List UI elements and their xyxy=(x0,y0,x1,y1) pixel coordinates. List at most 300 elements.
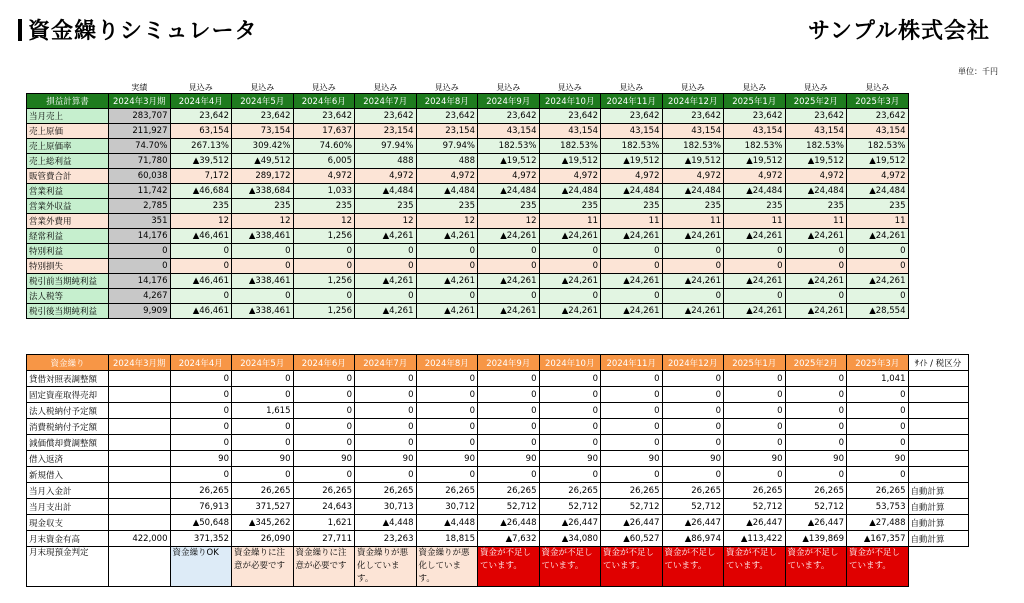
pl-cell: ▲24,261 xyxy=(847,274,909,289)
pl-cell: ▲24,484 xyxy=(847,184,909,199)
cf-cell: 1,621 xyxy=(293,515,355,531)
cf-cell: 371,527 xyxy=(232,499,294,515)
cf-cell: ▲7,632 xyxy=(478,531,540,547)
cf-judge-cell: 資金が不足しています。 xyxy=(724,547,786,587)
cf-cell: 0 xyxy=(478,467,540,483)
pl-cell: 0 xyxy=(170,259,232,274)
cf-cell: ▲26,447 xyxy=(662,515,724,531)
cf-cell: 26,265 xyxy=(724,483,786,499)
pl-top-label: 見込み xyxy=(680,83,705,92)
cf-cell: 0 xyxy=(847,419,909,435)
cf-corner-label: 資金繰り xyxy=(27,355,109,371)
cf-row xyxy=(27,403,969,419)
pl-cell: 17,637 xyxy=(293,124,355,139)
pl-cell: 0 xyxy=(724,244,786,259)
pl-cell: 43,154 xyxy=(478,124,540,139)
cf-cell: 0 xyxy=(662,403,724,419)
cf-cell: ▲4,448 xyxy=(416,515,478,531)
pl-cell: 0 xyxy=(539,289,601,304)
cf-row-label: 借入返済 xyxy=(27,451,109,467)
cf-judge-row xyxy=(27,547,969,587)
pl-cell: 11,742 xyxy=(109,184,171,199)
pl-row-label: 営業利益 xyxy=(27,184,109,199)
cf-row xyxy=(27,371,969,387)
pl-cell: 11 xyxy=(601,214,663,229)
cf-cell: ▲113,422 xyxy=(724,531,786,547)
cf-cell: 0 xyxy=(724,435,786,451)
pl-top-label: 見込み xyxy=(373,83,398,92)
pl-row-label: 営業外収益 xyxy=(27,199,109,214)
cf-note-cell xyxy=(908,467,968,483)
pl-cell: 0 xyxy=(539,259,601,274)
pl-cell: 0 xyxy=(232,244,294,259)
pl-cell: 0 xyxy=(847,289,909,304)
pl-cell: ▲19,512 xyxy=(539,154,601,169)
cf-period-header: 2024年5月 xyxy=(232,355,294,371)
pl-cell: 11 xyxy=(539,214,601,229)
cf-cell: ▲139,869 xyxy=(785,531,847,547)
cf-cell: 0 xyxy=(170,467,232,483)
cf-cell: 0 xyxy=(601,467,663,483)
cf-cell xyxy=(109,467,171,483)
pl-cell: ▲338,461 xyxy=(232,229,294,244)
cf-row xyxy=(27,499,969,515)
cf-cell: 26,265 xyxy=(232,483,294,499)
pl-period-header: 2025年1月 xyxy=(724,94,786,109)
cf-note-cell xyxy=(908,435,968,451)
pl-cell: 0 xyxy=(232,259,294,274)
pl-top-label: 見込み xyxy=(311,83,336,92)
cf-period-header: 2024年12月 xyxy=(662,355,724,371)
cf-cell: 0 xyxy=(724,419,786,435)
pl-row-label: 売上原価率 xyxy=(27,139,109,154)
page-title-text: 資金繰りシミュレータ xyxy=(28,19,258,44)
pl-cell: ▲24,261 xyxy=(785,304,847,319)
cf-cell: 0 xyxy=(847,403,909,419)
cf-cell: 0 xyxy=(416,435,478,451)
pl-cell: ▲24,261 xyxy=(539,274,601,289)
pl-cell: 23,642 xyxy=(232,109,294,124)
cf-cell: 0 xyxy=(170,435,232,451)
pl-cell: 4,972 xyxy=(293,169,355,184)
cf-cell: 90 xyxy=(847,451,909,467)
pl-cell: 23,642 xyxy=(293,109,355,124)
pl-cell: ▲19,512 xyxy=(724,154,786,169)
cf-cell: 90 xyxy=(170,451,232,467)
cf-cell: 26,265 xyxy=(355,483,417,499)
pl-period-header: 2024年4月 xyxy=(170,94,232,109)
cf-cell: 1,615 xyxy=(232,403,294,419)
pl-cell: 23,642 xyxy=(355,109,417,124)
pl-row-label: 税引前当期純利益 xyxy=(27,274,109,289)
cf-period-header: 2024年7月 xyxy=(355,355,417,371)
pl-top-label: 見込み xyxy=(803,83,828,92)
pl-cell: 4,972 xyxy=(662,169,724,184)
cf-judge-cell: 資金繰りが悪化しています。 xyxy=(355,547,417,587)
cf-cell: 0 xyxy=(232,419,294,435)
cf-cell: 52,712 xyxy=(785,499,847,515)
pl-cell: ▲24,261 xyxy=(662,304,724,319)
pl-period-header: 2024年5月 xyxy=(232,94,294,109)
pl-cell: 235 xyxy=(724,199,786,214)
pl-row xyxy=(27,124,909,139)
pl-cell: 43,154 xyxy=(662,124,724,139)
pl-cell: 0 xyxy=(355,259,417,274)
pl-cell: 235 xyxy=(847,199,909,214)
pl-cell: 73,154 xyxy=(232,124,294,139)
cf-cell xyxy=(109,371,171,387)
cf-row-label: 消費税納付予定額 xyxy=(27,419,109,435)
cf-cell: 0 xyxy=(170,387,232,403)
cf-cell: 0 xyxy=(724,387,786,403)
pl-row-label: 特別利益 xyxy=(27,244,109,259)
pl-cell: 1,256 xyxy=(293,229,355,244)
pl-cell: 43,154 xyxy=(785,124,847,139)
cf-cell: ▲86,974 xyxy=(662,531,724,547)
pl-cell: ▲4,261 xyxy=(416,229,478,244)
pl-cell: 23,642 xyxy=(662,109,724,124)
pl-top-label: 見込み xyxy=(557,83,582,92)
cf-judge-cell: 資金繰りに注意が必要です xyxy=(232,547,294,587)
pl-period-header: 2025年3月 xyxy=(847,94,909,109)
cf-cell: 90 xyxy=(785,451,847,467)
pl-cell: ▲19,512 xyxy=(847,154,909,169)
pl-cell: ▲24,261 xyxy=(539,229,601,244)
pl-cell: 4,267 xyxy=(109,289,171,304)
pl-cell: 12 xyxy=(293,214,355,229)
pl-cell: 0 xyxy=(785,289,847,304)
pl-cell: ▲24,261 xyxy=(724,274,786,289)
pl-cell: 0 xyxy=(416,244,478,259)
cf-cell: 0 xyxy=(355,387,417,403)
cf-cell: ▲34,080 xyxy=(539,531,601,547)
cf-cell: 53,753 xyxy=(847,499,909,515)
pl-cell: 43,154 xyxy=(601,124,663,139)
pl-row xyxy=(27,259,909,274)
pl-cell: ▲338,461 xyxy=(232,274,294,289)
cf-cell: ▲26,447 xyxy=(785,515,847,531)
pl-cell: 12 xyxy=(416,214,478,229)
pl-row xyxy=(27,199,909,214)
cf-note-cell xyxy=(908,403,968,419)
pl-cell: 23,154 xyxy=(355,124,417,139)
pl-cell: 309.42% xyxy=(232,139,294,154)
cf-cell: 26,265 xyxy=(785,483,847,499)
pl-top-label: 見込み xyxy=(865,83,890,92)
cf-cell: 0 xyxy=(170,371,232,387)
pl-cell: 23,642 xyxy=(724,109,786,124)
cf-judge-empty xyxy=(109,547,171,587)
pl-row xyxy=(27,244,909,259)
cf-period-header: 2025年3月 xyxy=(847,355,909,371)
pl-cell: ▲4,261 xyxy=(355,304,417,319)
cf-cell: 0 xyxy=(601,435,663,451)
cf-cell: 0 xyxy=(724,467,786,483)
pl-cell: ▲4,261 xyxy=(416,274,478,289)
pl-cell: 43,154 xyxy=(539,124,601,139)
pl-top-label: 実績 xyxy=(131,83,148,92)
pl-row-label: 経常利益 xyxy=(27,229,109,244)
pl-period-header: 2024年7月 xyxy=(355,94,417,109)
pl-cell: ▲19,512 xyxy=(785,154,847,169)
pl-cell: 0 xyxy=(601,244,663,259)
pl-top-label-empty xyxy=(27,82,109,94)
pl-row xyxy=(27,214,909,229)
pl-cell: 0 xyxy=(785,259,847,274)
pl-cell: 0 xyxy=(601,259,663,274)
pl-cell: ▲24,261 xyxy=(478,274,540,289)
pl-cell: 11 xyxy=(724,214,786,229)
pl-cell: 182.53% xyxy=(539,139,601,154)
pl-cell: 97.94% xyxy=(355,139,417,154)
cf-cell: 0 xyxy=(478,387,540,403)
cf-cell: 0 xyxy=(662,371,724,387)
pl-cell: 235 xyxy=(662,199,724,214)
page-title xyxy=(18,14,258,45)
pl-cell: 0 xyxy=(109,244,171,259)
cf-row-label: 月末資金有高 xyxy=(27,531,109,547)
cf-cell: 0 xyxy=(170,403,232,419)
pl-cell: 4,972 xyxy=(601,169,663,184)
pl-period-header: 2024年6月 xyxy=(293,94,355,109)
pl-cell: 235 xyxy=(232,199,294,214)
pl-cell: 23,642 xyxy=(478,109,540,124)
pl-cell: 11 xyxy=(785,214,847,229)
cf-cell: 52,712 xyxy=(478,499,540,515)
cf-cell: ▲26,448 xyxy=(478,515,540,531)
pl-cell: 0 xyxy=(416,259,478,274)
cf-cell: 0 xyxy=(355,419,417,435)
cf-cell: 0 xyxy=(662,387,724,403)
pl-cell: 74.60% xyxy=(293,139,355,154)
cf-row-label: 減価償却費調整額 xyxy=(27,435,109,451)
cf-cell: 26,090 xyxy=(232,531,294,547)
pl-cell: 6,005 xyxy=(293,154,355,169)
pl-cell: 235 xyxy=(478,199,540,214)
cf-cell: 0 xyxy=(662,419,724,435)
cf-cell: ▲26,447 xyxy=(539,515,601,531)
cf-cell: 0 xyxy=(539,387,601,403)
cf-cell: 90 xyxy=(478,451,540,467)
pl-cell: 97.94% xyxy=(416,139,478,154)
cf-cell: 26,265 xyxy=(170,483,232,499)
cf-cell: 0 xyxy=(416,467,478,483)
cf-cell: 0 xyxy=(601,419,663,435)
cashflow-table xyxy=(26,354,969,587)
pl-cell: 9,909 xyxy=(109,304,171,319)
cf-cell: 30,713 xyxy=(355,499,417,515)
pl-cell: 11 xyxy=(662,214,724,229)
cf-cell: 90 xyxy=(355,451,417,467)
cf-period-header: 2024年6月 xyxy=(293,355,355,371)
pl-cell: 182.53% xyxy=(785,139,847,154)
pl-cell: 7,172 xyxy=(170,169,232,184)
pl-cell: 43,154 xyxy=(724,124,786,139)
cf-cell: 0 xyxy=(539,403,601,419)
pl-period-header: 2024年8月 xyxy=(416,94,478,109)
cf-note-cell xyxy=(908,387,968,403)
cf-note-cell xyxy=(908,451,968,467)
pl-cell: 267.13% xyxy=(170,139,232,154)
pl-cell: 0 xyxy=(724,289,786,304)
pl-cell: ▲46,461 xyxy=(170,274,232,289)
cf-judge-cell: 資金が不足しています。 xyxy=(785,547,847,587)
pl-row-label: 売上総利益 xyxy=(27,154,109,169)
pl-cell: 1,256 xyxy=(293,304,355,319)
pl-cell: 211,927 xyxy=(109,124,171,139)
cf-cell: 90 xyxy=(601,451,663,467)
cf-judge-label: 月末現預金判定 xyxy=(27,547,109,587)
cf-cell: 52,712 xyxy=(601,499,663,515)
cf-cell: 26,265 xyxy=(601,483,663,499)
title-bar xyxy=(18,19,22,41)
pl-cell: ▲19,512 xyxy=(601,154,663,169)
cf-cell: 26,265 xyxy=(662,483,724,499)
cf-cell: 0 xyxy=(539,371,601,387)
pl-cell: 23,642 xyxy=(539,109,601,124)
pl-cell: 12 xyxy=(232,214,294,229)
cf-cell: 0 xyxy=(293,467,355,483)
cf-row-label: 当月入金計 xyxy=(27,483,109,499)
cf-cell: 0 xyxy=(293,371,355,387)
cf-cell: 0 xyxy=(170,419,232,435)
cf-cell: 0 xyxy=(539,419,601,435)
cf-cell: 0 xyxy=(601,371,663,387)
cf-cell xyxy=(109,403,171,419)
cf-cell: ▲26,447 xyxy=(724,515,786,531)
pl-top-label: 見込み xyxy=(742,83,767,92)
pl-cell: ▲4,261 xyxy=(355,229,417,244)
pl-cell: 0 xyxy=(293,289,355,304)
pl-cell: 235 xyxy=(601,199,663,214)
pl-row xyxy=(27,229,909,244)
cf-cell: 0 xyxy=(847,435,909,451)
company-name: サンプル株式会社 xyxy=(807,19,990,44)
cf-cell: 0 xyxy=(785,387,847,403)
pl-cell: 0 xyxy=(170,244,232,259)
cf-note-cell: 自動計算 xyxy=(908,483,968,499)
cf-cell: ▲26,447 xyxy=(601,515,663,531)
pl-cell: 0 xyxy=(355,244,417,259)
cf-judge-cell: 資金が不足しています。 xyxy=(539,547,601,587)
pl-cell: 0 xyxy=(478,259,540,274)
pl-row xyxy=(27,289,909,304)
pl-cell: ▲24,261 xyxy=(847,229,909,244)
cf-cell: 0 xyxy=(785,467,847,483)
pl-cell: ▲46,461 xyxy=(170,229,232,244)
pl-row xyxy=(27,169,909,184)
cf-cell: 0 xyxy=(662,467,724,483)
pl-cell: 0 xyxy=(847,244,909,259)
pl-cell: ▲24,484 xyxy=(478,184,540,199)
cf-cell: 0 xyxy=(785,371,847,387)
cf-cell: 27,711 xyxy=(293,531,355,547)
cf-cell: ▲4,448 xyxy=(355,515,417,531)
pl-row-label: 売上原価 xyxy=(27,124,109,139)
cf-cell: 0 xyxy=(416,419,478,435)
pl-cell: ▲4,484 xyxy=(355,184,417,199)
pl-cell: ▲24,484 xyxy=(539,184,601,199)
cf-period-header: 2024年3月期 xyxy=(109,355,171,371)
pl-cell: ▲24,261 xyxy=(478,304,540,319)
pl-cell: 23,642 xyxy=(601,109,663,124)
pl-top-label: 見込み xyxy=(188,83,213,92)
cf-cell: 30,712 xyxy=(416,499,478,515)
cf-note-cell: 自動計算 xyxy=(908,499,968,515)
pl-top-label: 見込み xyxy=(496,83,521,92)
pl-period-header: 2024年9月 xyxy=(478,94,540,109)
cf-cell xyxy=(109,419,171,435)
cf-cell: 90 xyxy=(416,451,478,467)
cf-cell: 0 xyxy=(232,371,294,387)
pl-cell: ▲24,261 xyxy=(785,274,847,289)
pl-cell: ▲24,261 xyxy=(662,274,724,289)
cf-period-header: 2024年8月 xyxy=(416,355,478,371)
pl-cell: ▲24,261 xyxy=(724,304,786,319)
pl-cell: 23,154 xyxy=(416,124,478,139)
cf-row-label: 固定資産取得売却 xyxy=(27,387,109,403)
cf-judge-note-empty xyxy=(908,547,968,587)
cf-cell: 0 xyxy=(785,419,847,435)
pl-cell: 4,972 xyxy=(355,169,417,184)
cf-judge-cell: 資金が不足しています。 xyxy=(478,547,540,587)
pl-row-label: 特別損失 xyxy=(27,259,109,274)
cf-cell: 23,263 xyxy=(355,531,417,547)
cf-cell: ▲345,262 xyxy=(232,515,294,531)
pl-cell: 23,642 xyxy=(416,109,478,124)
cf-header-row xyxy=(27,355,969,371)
cf-cell: 0 xyxy=(355,371,417,387)
cf-row-label: 法人税納付予定額 xyxy=(27,403,109,419)
pl-cell: 0 xyxy=(170,289,232,304)
pl-top-label: 見込み xyxy=(434,83,459,92)
pl-cell: 74.70% xyxy=(109,139,171,154)
pl-cell: 235 xyxy=(416,199,478,214)
cf-cell: 422,000 xyxy=(109,531,171,547)
pl-cell: ▲4,261 xyxy=(416,304,478,319)
pl-table xyxy=(26,82,909,319)
cf-period-header: 2025年1月 xyxy=(724,355,786,371)
pl-cell: ▲24,261 xyxy=(785,229,847,244)
pl-cell: 1,256 xyxy=(293,274,355,289)
cf-cell: 90 xyxy=(232,451,294,467)
pl-cell: ▲46,684 xyxy=(170,184,232,199)
cf-cell: 0 xyxy=(724,371,786,387)
pl-forecast-labels-row xyxy=(27,82,909,94)
pl-row-label: 当月売上 xyxy=(27,109,109,124)
cf-period-header: 2024年10月 xyxy=(539,355,601,371)
pl-period-header: 2025年2月 xyxy=(785,94,847,109)
pl-cell: ▲24,261 xyxy=(601,274,663,289)
cf-cell: 0 xyxy=(355,435,417,451)
cf-cell xyxy=(109,435,171,451)
cf-note-cell: 自動計算 xyxy=(908,515,968,531)
pl-cell: 289,172 xyxy=(232,169,294,184)
cf-cell: 90 xyxy=(539,451,601,467)
cf-period-header: 2024年4月 xyxy=(170,355,232,371)
cf-cell: 0 xyxy=(478,419,540,435)
cf-row-label: 新規借入 xyxy=(27,467,109,483)
pl-row-label: 税引後当期純利益 xyxy=(27,304,109,319)
cf-row-label: 当月支出計 xyxy=(27,499,109,515)
pl-cell: 0 xyxy=(601,289,663,304)
cf-cell xyxy=(109,387,171,403)
cf-cell: 0 xyxy=(232,435,294,451)
cf-cell: 0 xyxy=(293,403,355,419)
pl-row xyxy=(27,154,909,169)
pl-cell: 11 xyxy=(847,214,909,229)
pl-cell: ▲46,461 xyxy=(170,304,232,319)
